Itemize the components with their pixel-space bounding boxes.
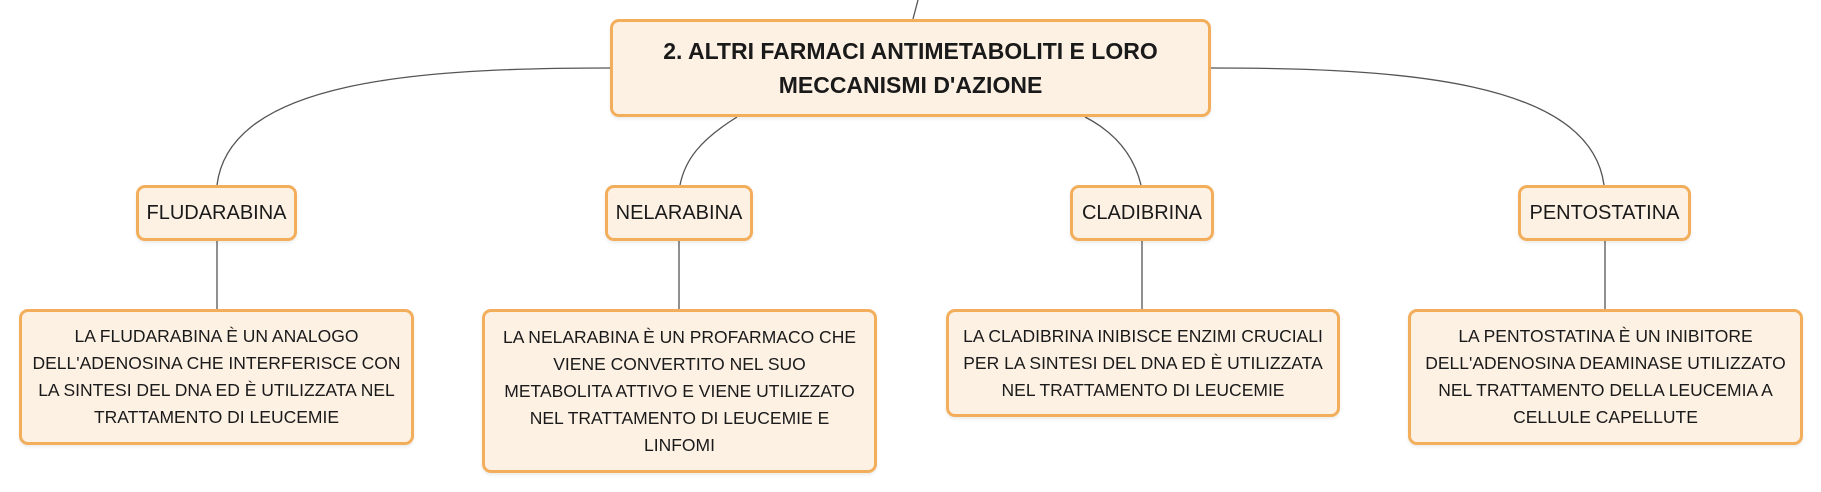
description-cladibrina[interactable] [946,309,1340,417]
connector-root-to-cladibrina [1085,117,1141,185]
branch-label: NELARABINA [615,201,743,224]
description-text: LA PENTOSTATINA È UN INIBITORE DELL'ADENOSINA DEAMINASE UTILIZZATO NEL TRATTAMENTO DELLA LEUCEMIA A CELLULE CAPELLUTE [1425,326,1786,427]
root-topic-title: 2. ALTRI FARMACI ANTIMETABOLITI E LORO MECCANISMI D'AZIONE [663,38,1158,98]
branch-pentostatina[interactable] [1518,185,1691,241]
description-text: LA CLADIBRINA INIBISCE ENZIMI CRUCIALI PER LA SINTESI DEL DNA ED È UTILIZZATA NEL TRATTAMENTO DI LEUCEMIE [963,325,1323,400]
description-pentostatina[interactable] [1408,309,1803,445]
connector-root-to-fludarabina [217,68,610,185]
description-fludarabina[interactable] [19,309,414,445]
branch-nelarabina[interactable] [605,185,753,241]
description-text: LA FLUDARABINA È UN ANALOGO DELL'ADENOSINA CHE INTERFERISCE CON LA SINTESI DEL DNA ED È UTILIZZATA NEL TRATTAMENTO DI LEUCEMIE [32,326,401,427]
branch-label: FLUDARABINA [146,201,287,224]
description-text: LA NELARABINA È UN PROFARMACO CHE VIENE CONVERTITO NEL SUO METABOLITA ATTIVO E VIENE UTILIZZATO NEL TRATTAMENTO DI LEUCEMIE E LINFOMI [503,326,857,455]
branch-label: PENTOSTATINA [1529,201,1680,224]
branch-cladibrina[interactable] [1070,185,1214,241]
branch-fludarabina[interactable] [136,185,297,241]
root-topic[interactable] [610,19,1211,117]
description-nelarabina[interactable] [482,309,877,473]
branch-label: CLADIBRINA [1081,201,1203,224]
connector-root-to-pentostatina [1211,68,1604,185]
connector-root-to-nelarabina [680,117,737,185]
connector-parent-to-root [913,0,918,19]
